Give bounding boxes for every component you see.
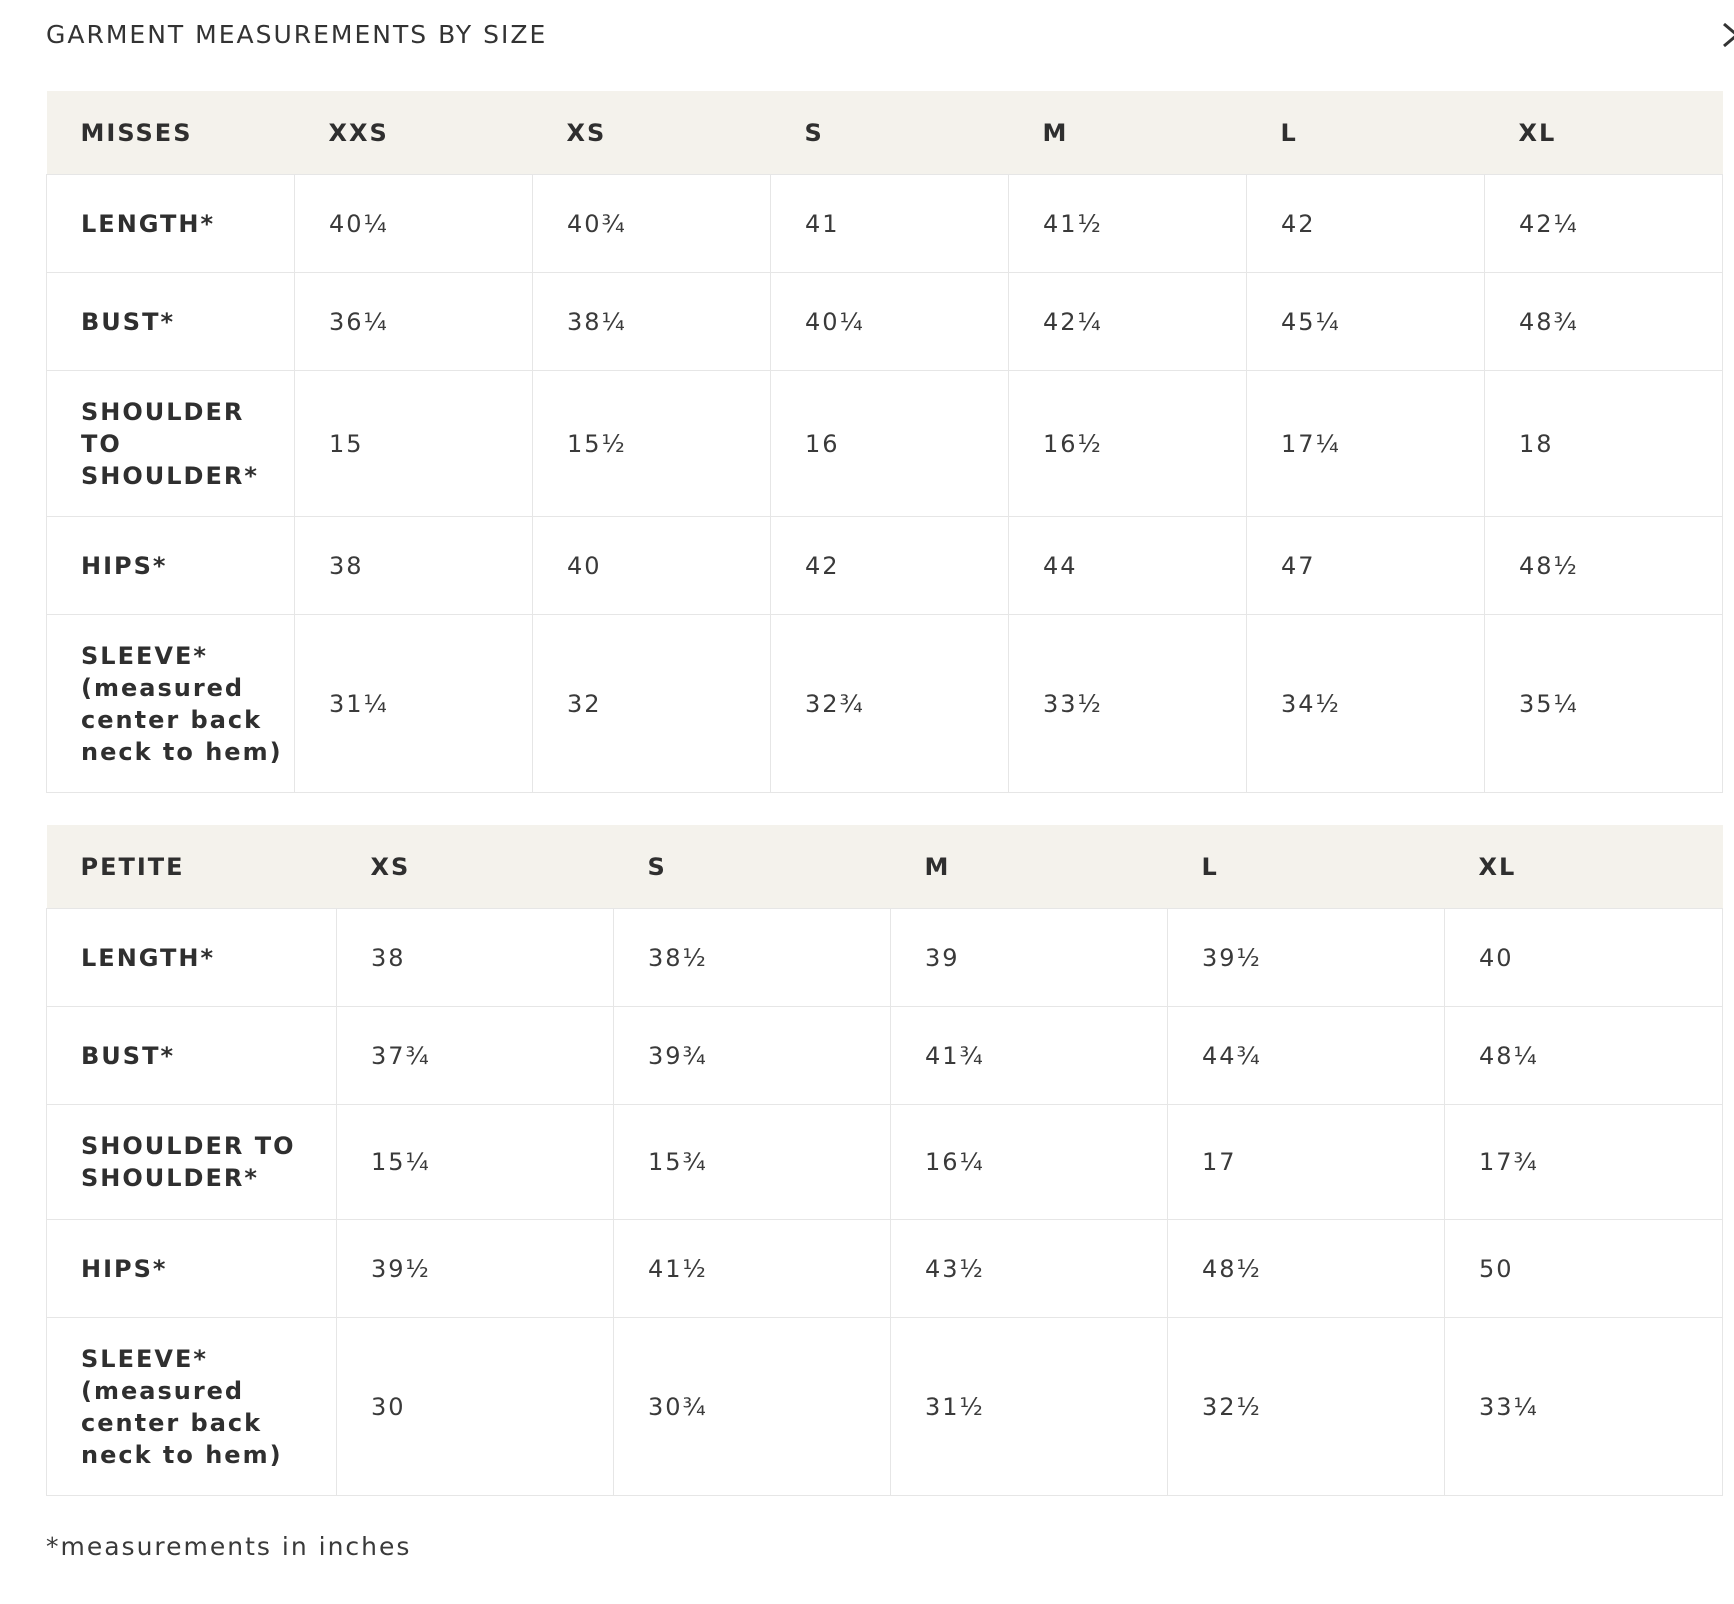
table-cell: 32¾: [771, 615, 1009, 793]
table-cell: 42¼: [1485, 175, 1723, 273]
table-cell: 38: [337, 909, 614, 1007]
table-header-row: [47, 91, 1723, 175]
table-cell: 44¾: [1168, 1007, 1445, 1105]
table-cell: 16: [771, 371, 1009, 517]
table-cell: 40: [1445, 909, 1723, 1007]
row-label: HIPS*: [47, 1220, 337, 1318]
footnote: *measurements in inches: [46, 1532, 412, 1561]
table-cell: 45¼: [1247, 273, 1485, 371]
table-row: [47, 1007, 1723, 1105]
table-row: [47, 175, 1723, 273]
table-cell: 15¾: [614, 1105, 891, 1220]
header-cell-size: XL: [1445, 825, 1723, 909]
table-cell: 38: [295, 517, 533, 615]
table-row: [47, 1318, 1723, 1496]
table-row: [47, 1220, 1723, 1318]
table-cell: 43½: [891, 1220, 1168, 1318]
table-cell: 38¼: [533, 273, 771, 371]
table-cell: 41½: [614, 1220, 891, 1318]
header-cell-size: XS: [337, 825, 614, 909]
header-cell-size: L: [1247, 91, 1485, 175]
row-label: SLEEVE* (measured center back neck to hem): [47, 1318, 337, 1496]
header-cell-size: XL: [1485, 91, 1723, 175]
table-cell: 39: [891, 909, 1168, 1007]
header-cell-size: XXS: [295, 91, 533, 175]
table-cell: 15: [295, 371, 533, 517]
table-cell: 48½: [1485, 517, 1723, 615]
header-cell-size: S: [771, 91, 1009, 175]
table-cell: 15¼: [337, 1105, 614, 1220]
table-cell: 31½: [891, 1318, 1168, 1496]
table-cell: 18: [1485, 371, 1723, 517]
table-cell: 15½: [533, 371, 771, 517]
table-cell: 36¼: [295, 273, 533, 371]
table-cell: 17¾: [1445, 1105, 1723, 1220]
row-label: SHOULDER TO SHOULDER*: [47, 371, 295, 517]
header-cell-size: M: [1009, 91, 1247, 175]
row-label: BUST*: [47, 1007, 337, 1105]
table-cell: 31¼: [295, 615, 533, 793]
close-button[interactable]: [1720, 14, 1734, 62]
table-cell: 48¼: [1445, 1007, 1723, 1105]
table-cell: 16¼: [891, 1105, 1168, 1220]
table-cell: 38½: [614, 909, 891, 1007]
table-cell: 42¼: [1009, 273, 1247, 371]
header-cell-size: XS: [533, 91, 771, 175]
table-row: [47, 1105, 1723, 1220]
table-row: [47, 615, 1723, 793]
table-cell: 50: [1445, 1220, 1723, 1318]
header-cell-size: L: [1168, 825, 1445, 909]
petite-size-table: [46, 825, 1723, 1496]
table-cell: 42: [1247, 175, 1485, 273]
row-label: SLEEVE* (measured center back neck to hem): [47, 615, 295, 793]
table-row: [47, 371, 1723, 517]
table-cell: 16½: [1009, 371, 1247, 517]
table-row: [47, 273, 1723, 371]
table-cell: 41¾: [891, 1007, 1168, 1105]
table-cell: 40¼: [295, 175, 533, 273]
row-label: HIPS*: [47, 517, 295, 615]
table-cell: 17: [1168, 1105, 1445, 1220]
table-cell: 41½: [1009, 175, 1247, 273]
row-label: SHOULDER TO SHOULDER*: [47, 1105, 337, 1220]
table-cell: 48½: [1168, 1220, 1445, 1318]
header-cell-group: PETITE: [47, 825, 337, 909]
table-cell: 35¼: [1485, 615, 1723, 793]
close-icon[interactable]: [1720, 14, 1734, 62]
header-cell-size: S: [614, 825, 891, 909]
table-cell: 32½: [1168, 1318, 1445, 1496]
table-cell: 39½: [1168, 909, 1445, 1007]
table-cell: 40: [533, 517, 771, 615]
table-cell: 47: [1247, 517, 1485, 615]
table-cell: 48¾: [1485, 273, 1723, 371]
table-cell: 33½: [1009, 615, 1247, 793]
table-header-row: [47, 825, 1723, 909]
table-cell: 33¼: [1445, 1318, 1723, 1496]
table-cell: 42: [771, 517, 1009, 615]
misses-size-table: [46, 91, 1723, 793]
header-cell-group: MISSES: [47, 91, 295, 175]
page-title: GARMENT MEASUREMENTS BY SIZE: [46, 20, 548, 49]
table-cell: 41: [771, 175, 1009, 273]
header-cell-size: M: [891, 825, 1168, 909]
table-cell: 37¾: [337, 1007, 614, 1105]
row-label: LENGTH*: [47, 175, 295, 273]
table-row: [47, 909, 1723, 1007]
table-cell: 30¾: [614, 1318, 891, 1496]
table-row: [47, 517, 1723, 615]
table-cell: 44: [1009, 517, 1247, 615]
table-cell: 39½: [337, 1220, 614, 1318]
table-cell: 39¾: [614, 1007, 891, 1105]
row-label: LENGTH*: [47, 909, 337, 1007]
table-cell: 30: [337, 1318, 614, 1496]
table-cell: 40¾: [533, 175, 771, 273]
row-label: BUST*: [47, 273, 295, 371]
table-cell: 32: [533, 615, 771, 793]
table-cell: 17¼: [1247, 371, 1485, 517]
table-cell: 40¼: [771, 273, 1009, 371]
table-cell: 34½: [1247, 615, 1485, 793]
